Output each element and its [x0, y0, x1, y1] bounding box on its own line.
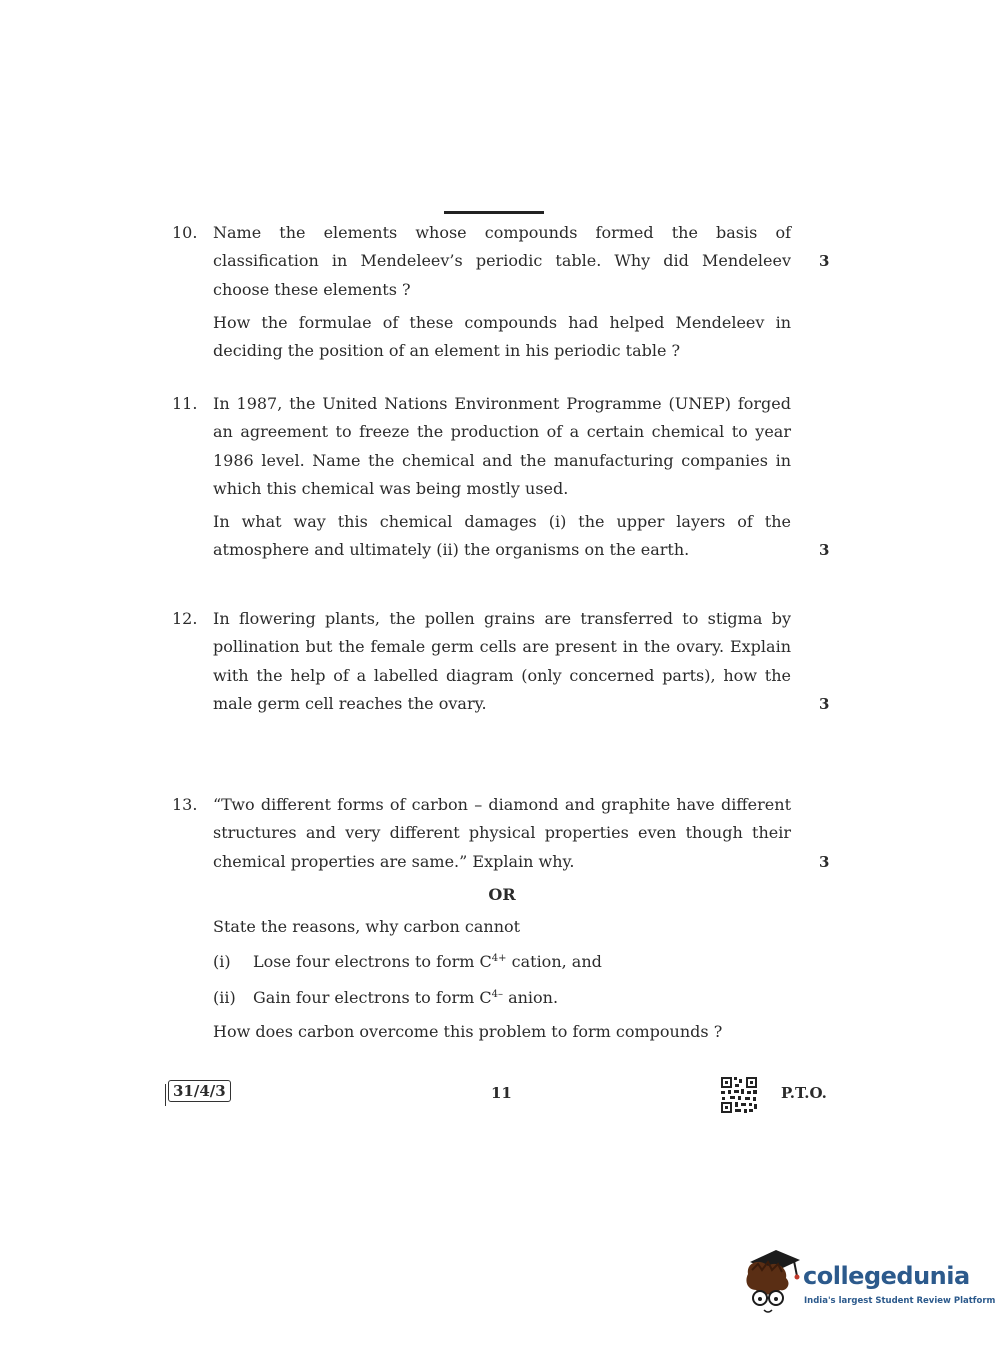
sub-item-text-end: anion. — [502, 987, 559, 1007]
marks: 3 — [819, 541, 830, 559]
question-text: Name the elements whose compounds formed the basis of classification in Mendeleev’s periodic table. Why did Mendeleev choose these elements ? — [213, 223, 791, 299]
section-divider — [444, 211, 544, 214]
sub-item-i — [213, 948, 791, 976]
or-separator: OR — [488, 884, 516, 904]
marks: 3 — [819, 853, 830, 871]
paper-code: 31/4/3 — [168, 1080, 231, 1102]
charge-superscript: 4+ — [491, 953, 507, 965]
sub-item-text: Lose four electrons to form C — [253, 952, 492, 972]
question-text: In 1987, the United Nations Environment Programme (UNEP) forged an agreement to freeze the production of a certain chemical to year 1986 level. Name the chemical and the manufacturing companies in which this chemical was being mostly used. — [213, 394, 791, 498]
question-number: 11. — [172, 394, 198, 413]
question-number: 12. — [172, 609, 198, 628]
question-text: “Two different forms of carbon – diamond and graphite have different structures and very different physical properties even though their chemical properties are same.” Explain why. — [213, 795, 791, 871]
question-number: 10. — [172, 223, 198, 242]
sub-item-text-end: cation, and — [506, 952, 602, 972]
marks: 3 — [819, 252, 830, 270]
charge-superscript: 4– — [491, 988, 503, 1000]
brand-tagline: India's largest Student Review Platform — [804, 1296, 996, 1306]
sub-item-ii — [213, 984, 791, 1012]
pto-label: P.T.O. — [781, 1084, 827, 1102]
question-text: How the formulae of these compounds had helped Mendeleev in deciding the position of an element in his periodic table ? — [213, 312, 791, 361]
brand-name: collegedunia — [803, 1262, 970, 1290]
alternative-intro: State the reasons, why carbon cannot — [213, 917, 521, 937]
sub-item-text: Gain four electrons to form C — [253, 987, 492, 1007]
alternative-closing: How does carbon overcome this problem to form compounds ? — [213, 1022, 723, 1042]
sub-item-label: (ii) — [213, 987, 236, 1007]
sub-item-label: (i) — [213, 952, 231, 972]
collegedunia-watermark — [742, 1248, 996, 1318]
question-text: In what way this chemical damages (i) the upper layers of the atmosphere and ultimately (ii) the organisms on the earth. — [213, 512, 791, 560]
page-number: 11 — [491, 1084, 512, 1102]
page-footer — [0, 1076, 1002, 1116]
mascot-logo-icon — [742, 1248, 802, 1318]
question-number: 13. — [172, 795, 198, 814]
marks: 3 — [819, 695, 830, 713]
question-text: In flowering plants, the pollen grains are transferred to stigma by pollination but the female germ cells are present in the ovary. Explain with the help of a labelled diagram (only concerned parts), how the male germ cell reaches the ovary. — [213, 609, 791, 713]
qr-code-icon — [720, 1076, 758, 1114]
